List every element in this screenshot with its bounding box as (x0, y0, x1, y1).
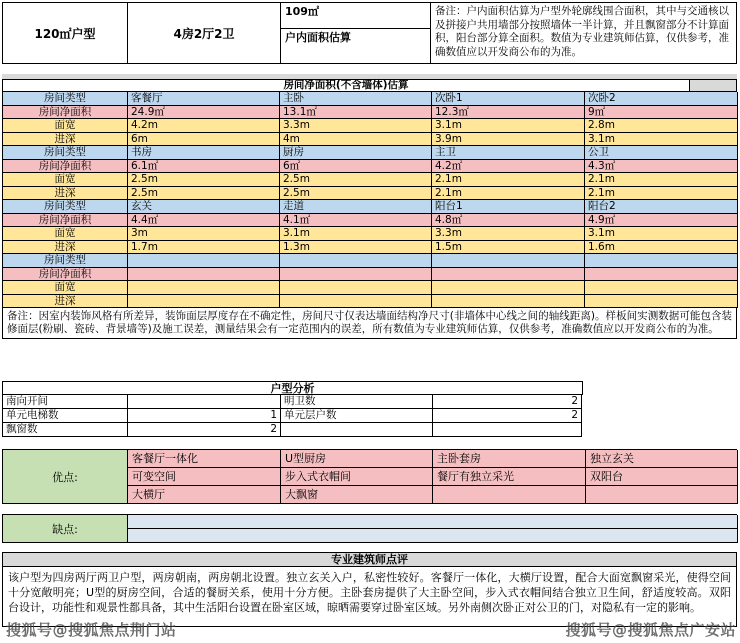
width-cell: 2.1m (432, 173, 585, 187)
pros-item: 大横厅 (128, 486, 281, 504)
width-cell (432, 281, 585, 295)
depth-row-label: 进深 (3, 133, 128, 147)
depth-cell (128, 295, 280, 309)
pros-item: 大飘窗 (281, 486, 433, 504)
depth-row-label: 进深 (3, 295, 128, 309)
room-table-title-row (2, 79, 737, 92)
pros-item: 可变空间 (128, 468, 281, 486)
width-row-label: 面宽 (3, 281, 128, 295)
net-area-row-label: 房间净面积 (3, 268, 128, 282)
room-type-cell (280, 254, 432, 268)
room-type-cell: 主卫 (432, 146, 585, 160)
net-area-row-label: 房间净面积 (3, 106, 128, 120)
unit-area-cell: 120㎡户型 (3, 3, 128, 64)
pros-item: 独立玄关 (586, 450, 738, 468)
depth-cell: 4m (280, 133, 432, 147)
net-area-cell: 13.1㎡ (280, 106, 432, 120)
depth-cell: 6m (128, 133, 280, 147)
watermark-right: 搜狐号@搜狐焦点广安站 (565, 621, 736, 639)
pros-item: 步入式衣帽间 (281, 468, 433, 486)
net-area-cell: 9㎡ (585, 106, 738, 120)
depth-cell: 2.5m (280, 187, 432, 201)
width-cell: 2.5m (280, 173, 432, 187)
net-area-cell: 6㎡ (280, 160, 432, 174)
analysis-label: 南向开间 (3, 395, 128, 409)
analysis-label (281, 423, 433, 437)
room-type-cell: 走道 (280, 200, 432, 214)
room-area-table (2, 91, 737, 308)
width-cell: 3.1m (280, 227, 432, 241)
net-area-row-label: 房间净面积 (3, 214, 128, 228)
net-area-cell: 6.1㎡ (128, 160, 280, 174)
pros-label: 优点: (3, 450, 128, 504)
unit-layout-cell: 4房2厅2卫 (128, 3, 281, 64)
room-type-cell: 次卧1 (432, 92, 585, 106)
watermark-left: 搜狐号@搜狐焦点荆门站 (6, 621, 177, 639)
depth-cell: 3.9m (432, 133, 585, 147)
net-area-cell: 4.1㎡ (280, 214, 432, 228)
room-type-row-label: 房间类型 (3, 92, 128, 106)
depth-cell: 1.7m (128, 241, 280, 255)
pros-item: 主卧套房 (433, 450, 586, 468)
width-cell: 3.3m (280, 119, 432, 133)
spreadsheet-sheet (2, 2, 737, 627)
room-type-row-label: 房间类型 (3, 200, 128, 214)
depth-cell: 1.5m (432, 241, 585, 255)
width-cell (585, 281, 738, 295)
room-type-row-label: 房间类型 (3, 146, 128, 160)
pros-block (2, 449, 737, 504)
pros-item: 餐厅有独立采光 (433, 468, 586, 486)
pros-item: U型厨房 (281, 450, 433, 468)
net-area-cell: 4.9㎡ (585, 214, 738, 228)
width-cell: 2.1m (585, 173, 738, 187)
analysis-label: 明卫数 (281, 395, 433, 409)
net-area-cell (280, 268, 432, 282)
depth-row-label: 进深 (3, 187, 128, 201)
room-table-note: 备注：因室内装饰风格有所差异，装饰面层厚度存在不确定性，房间尺寸仅表达墙面结构净尺寸(非墙体中心线之间的轴线距离)。样板间实测数据可能包含装修面层(粉刷、瓷砖、背景墙等)及施工误差，测量结果会有一定范围内的误差，所有数值为专业建筑师估算，仅供参考，准确数值应以开发商公布的为准。 (2, 307, 737, 339)
width-cell: 4.2m (128, 119, 280, 133)
cons-label: 缺点: (3, 515, 128, 543)
depth-cell: 1.3m (280, 241, 432, 255)
net-area-cell: 24.9㎡ (128, 106, 280, 120)
room-type-cell: 阳台2 (585, 200, 738, 214)
room-type-cell: 阳台1 (432, 200, 585, 214)
pros-item: 客餐厅一体化 (128, 450, 281, 468)
pros-item (433, 486, 586, 504)
analysis-value: 2 (433, 409, 582, 423)
depth-cell (280, 295, 432, 309)
review-text: 该户型为四房两厅两卫户型，两房朝南，两房朝北设置。独立玄关入户，私密性较好。客餐厅一体化，大横厅设置，配合大面宽飘窗采光，使得空间十分宽敞明亮；U型的厨房空间，合适的餐厨关系，使用十分方便。主卧套房提供了大主卧空间，步入式衣帽间结合独立卫生间，舒适度较高。双阳台设计，功能性和观景性都具备，其中生活阳台设置在卧室区域，晾晒需要穿过卧室区域。另外南侧次卧正对公卫的门，对隐私有一定的影响。 (2, 567, 737, 627)
width-cell: 3.1m (585, 227, 738, 241)
review-title: 专业建筑师点评 (2, 552, 737, 567)
room-type-cell: 玄关 (128, 200, 280, 214)
width-row-label: 面宽 (3, 173, 128, 187)
net-area-cell: 4.3㎡ (585, 160, 738, 174)
net-area-cell: 4.8㎡ (432, 214, 585, 228)
room-type-cell: 次卧2 (585, 92, 738, 106)
analysis-value: 2 (128, 423, 281, 437)
depth-cell: 2.1m (585, 187, 738, 201)
room-type-cell: 厨房 (280, 146, 432, 160)
pros-item: 双阳台 (586, 468, 738, 486)
depth-row-label: 进深 (3, 241, 128, 255)
net-area-row-label: 房间净面积 (3, 160, 128, 174)
net-area-cell (432, 268, 585, 282)
analysis-value (433, 423, 582, 437)
room-type-cell (432, 254, 585, 268)
header-note-cell: 备注：户内面积估算为户型外轮廓线围合面积，其中与交通核以及拼接户共用墙部分按照墙体一半计算，并且飘窗部分不计算面积，阳台部分算全面积。数值为专业建筑师估算，仅供参考，准确数值应以开发商公布的为准。 (431, 3, 737, 64)
room-type-cell: 客餐厅 (128, 92, 280, 106)
width-cell: 3m (128, 227, 280, 241)
depth-cell: 2.1m (432, 187, 585, 201)
depth-cell: 2.5m (128, 187, 280, 201)
room-type-cell: 书房 (128, 146, 280, 160)
cons-empty-cell (128, 529, 738, 543)
width-cell (280, 281, 432, 295)
cons-block (2, 514, 737, 543)
room-type-row-label: 房间类型 (3, 254, 128, 268)
inner-area-value-cell: 109㎡ (281, 3, 431, 29)
inner-area-label-cell: 户内面积估算 (281, 29, 431, 64)
width-cell: 3.1m (432, 119, 585, 133)
analysis-label: 单元电梯数 (3, 409, 128, 423)
net-area-cell: 4.4㎡ (128, 214, 280, 228)
depth-cell: 3.1m (585, 133, 738, 147)
analysis-value (128, 395, 281, 409)
analysis-value: 1 (128, 409, 281, 423)
width-row-label: 面宽 (3, 119, 128, 133)
analysis-table (2, 394, 583, 437)
analysis-label: 单元层户数 (281, 409, 433, 423)
pros-item (586, 486, 738, 504)
room-table-title-gray-cell (690, 79, 737, 92)
width-cell (128, 281, 280, 295)
room-type-cell (585, 254, 738, 268)
cons-empty-cell (128, 515, 738, 529)
net-area-cell: 4.2㎡ (432, 160, 585, 174)
depth-cell (585, 295, 738, 309)
analysis-title: 户型分析 (2, 381, 583, 395)
net-area-cell (128, 268, 280, 282)
depth-cell: 1.6m (585, 241, 738, 255)
net-area-cell: 12.3㎡ (432, 106, 585, 120)
room-type-cell (128, 254, 280, 268)
width-row-label: 面宽 (3, 227, 128, 241)
net-area-cell (585, 268, 738, 282)
analysis-label: 飘窗数 (3, 423, 128, 437)
room-type-cell: 主卧 (280, 92, 432, 106)
width-cell: 2.8m (585, 119, 738, 133)
room-table-title: 房间净面积(不含墙体)估算 (2, 79, 690, 92)
depth-cell (432, 295, 585, 309)
width-cell: 2.5m (128, 173, 280, 187)
analysis-value: 2 (433, 395, 582, 409)
unit-header-block (2, 2, 737, 64)
room-type-cell: 公卫 (585, 146, 738, 160)
width-cell: 3.3m (432, 227, 585, 241)
